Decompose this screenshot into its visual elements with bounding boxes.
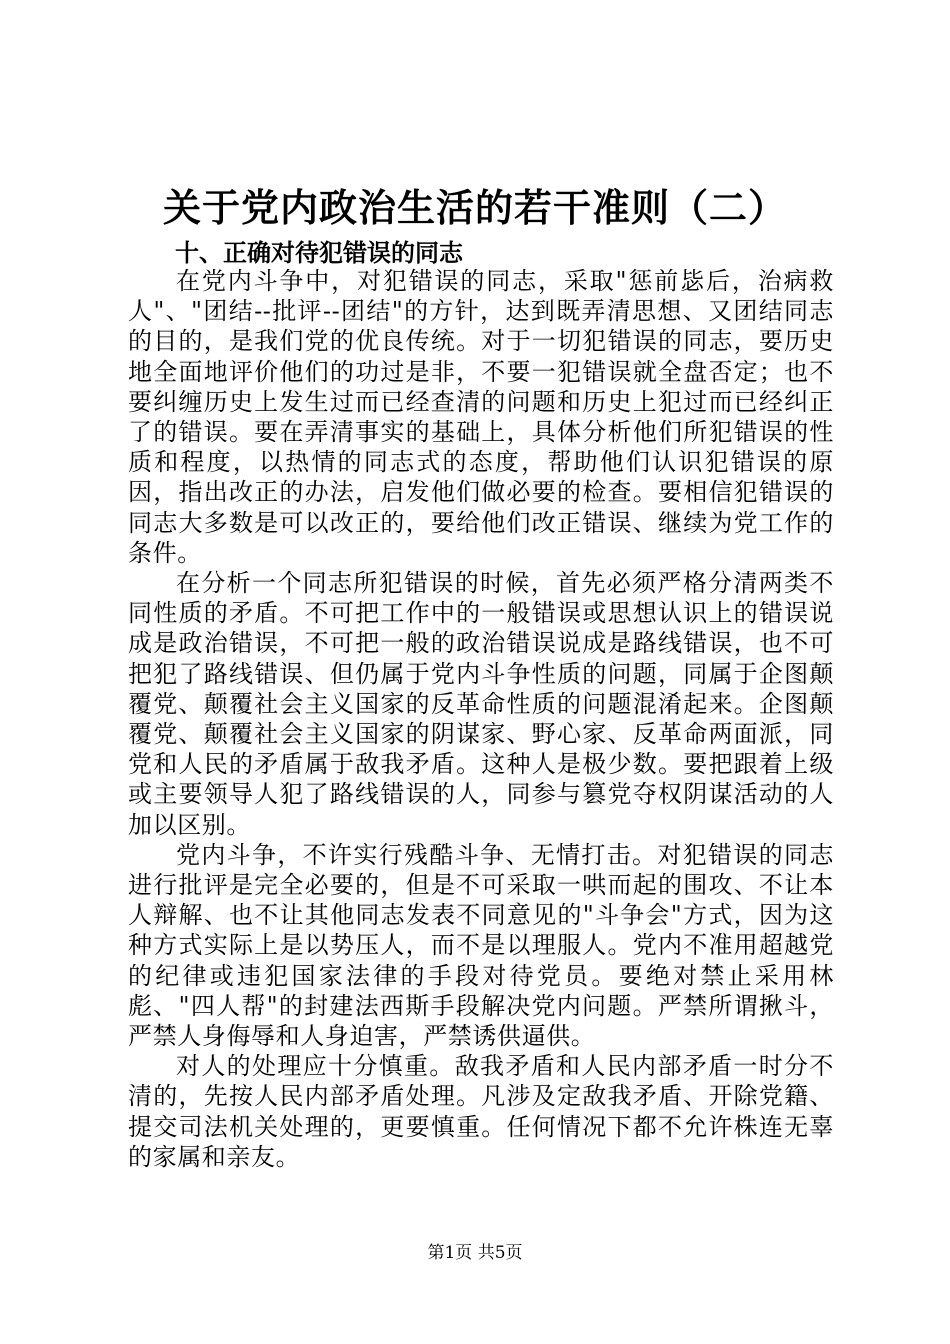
paragraph: 党内斗争，不许实行残酷斗争、无情打击。对犯错误的同志进行批评是完全必要的，但是不可采取一哄而起的围攻、不让本人辩解、也不让其他同志发表不同意见的"斗争会"方式，因为这种方式实际上是以势压人，而不是以理服人。党内不准用超越党的纪律或违犯国家法律的手段对待党员。要绝对禁止采用林彪、"四人帮"的封建法西斯手段解决党内问题。严禁所谓揪斗，严禁人身侮辱和人身迫害，严禁诱供逼供。 <box>128 840 834 1051</box>
body-text <box>128 266 834 1172</box>
page-number-footer: 第1页 共5页 <box>427 1243 523 1263</box>
paragraph: 在分析一个同志所犯错误的时候，首先必须严格分清两类不同性质的矛盾。不可把工作中的一般错误或思想认识上的错误说成是政治错误，不可把一般的政治错误说成是路线错误，也不可把犯了路线错误、但仍属于党内斗争性质的问题，同属于企图颠覆党、颠覆社会主义国家的反革命性质的问题混淆起来。企图颠覆党、颠覆社会主义国家的阴谋家、野心家、反革命两面派，同党和人民的矛盾属于敌我矛盾。这种人是极少数。要把跟着上级或主要领导人犯了路线错误的人，同参与篡党夺权阴谋活动的人加以区别。 <box>128 569 834 839</box>
paragraph: 在党内斗争中，对犯错误的同志，采取"惩前毖后，治病救人"、"团结--批评--团结"的方针，达到既弄清思想、又团结同志的目的，是我们党的优良传统。对于一切犯错误的同志，要历史地全面地评价他们的功过是非，不要一犯错误就全盘否定；也不要纠缠历史上发生过而已经查清的问题和历史上犯过而已经纠正了的错误。要在弄清事实的基础上，具体分析他们所犯错误的性质和程度，以热情的同志式的态度，帮助他们认识犯错误的原因，指出改正的办法，启发他们做必要的检查。要相信犯错误的同志大多数是可以改正的，要给他们改正错误、继续为党工作的条件。 <box>128 267 834 567</box>
section-heading: 十、正确对待犯错误的同志 <box>175 239 463 267</box>
document-title: 关于党内政治生活的若干准则（二） <box>162 185 787 230</box>
paragraph: 对人的处理应十分慎重。敌我矛盾和人民内部矛盾一时分不清的，先按人民内部矛盾处理。凡涉及定敌我矛盾、开除党籍、提交司法机关处理的，更要慎重。任何情况下都不允许株连无辜的家属和亲友。 <box>128 1052 834 1171</box>
